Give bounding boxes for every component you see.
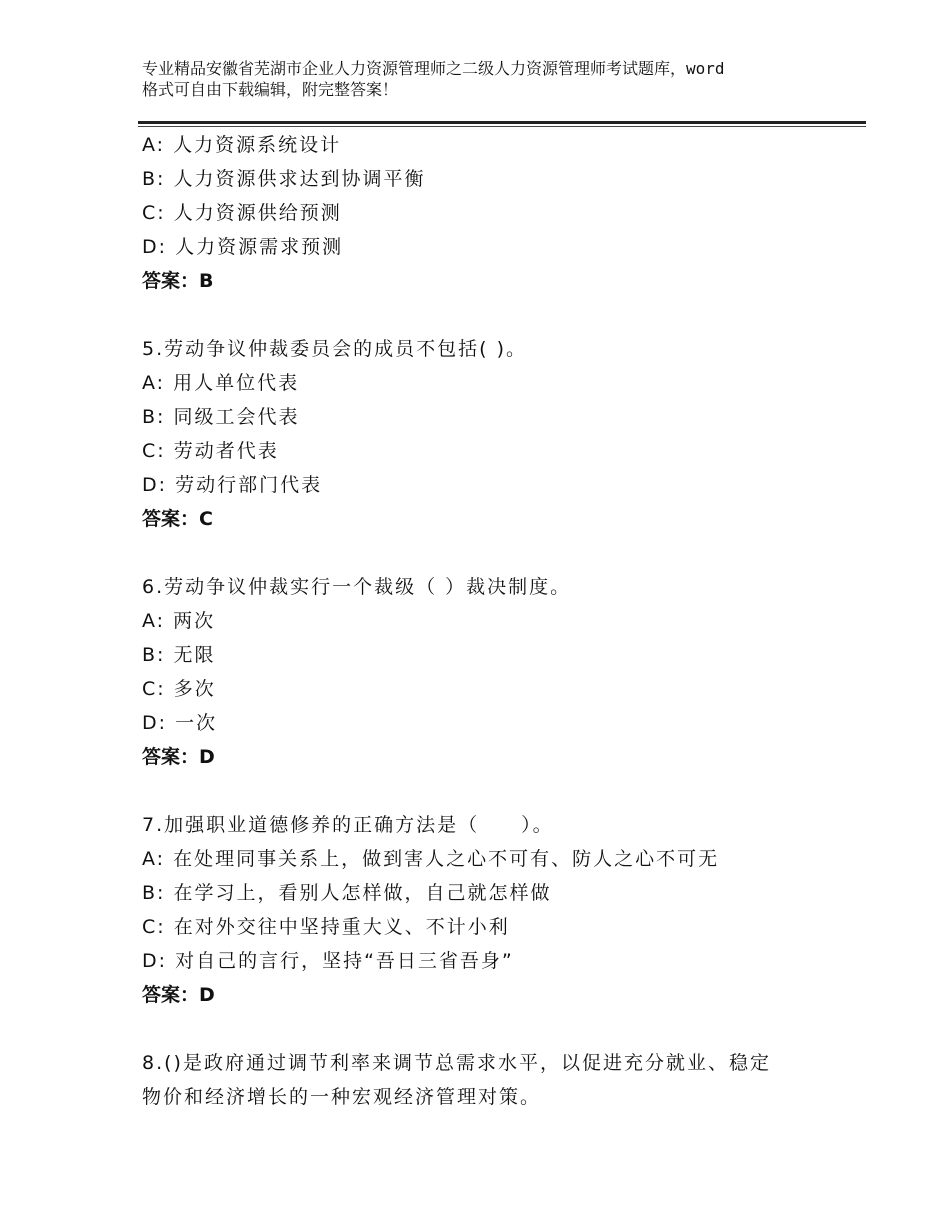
spacer <box>142 298 842 332</box>
option-a: A: 两次 <box>142 610 216 632</box>
question-8 <box>142 1046 842 1114</box>
question-6 <box>142 570 842 774</box>
option-d: D: 劳动行部门代表 <box>142 474 323 496</box>
question-stem-line-2: 物价和经济增长的一种宏观经济管理对策。 <box>142 1086 542 1108</box>
option-a: A: 用人单位代表 <box>142 372 300 394</box>
question-5 <box>142 332 842 536</box>
option-d: D: 一次 <box>142 712 218 734</box>
answer: 答案：C <box>142 508 213 530</box>
question-7 <box>142 808 842 1012</box>
answer: 答案：B <box>142 270 214 292</box>
spacer <box>142 536 842 570</box>
question-stem: 7.加强职业道德修养的正确方法是（ ）。 <box>142 814 554 836</box>
question-4 <box>142 128 842 298</box>
spacer <box>142 1012 842 1046</box>
document-header <box>142 58 842 100</box>
option-c: C: 劳动者代表 <box>142 440 279 462</box>
question-content <box>142 128 842 1114</box>
question-stem: 5.劳动争议仲裁委员会的成员不包括( )。 <box>142 338 527 360</box>
header-line-1: 专业精品安徽省芜湖市企业人力资源管理师之二级人力资源管理师考试题库，word <box>142 59 725 78</box>
answer: 答案：D <box>142 746 215 768</box>
option-d: D: 人力资源需求预测 <box>142 236 344 258</box>
option-b: B: 人力资源供求达到协调平衡 <box>142 168 426 190</box>
option-c: C: 多次 <box>142 678 216 700</box>
header-rule-thin <box>138 126 866 127</box>
option-b: B: 无限 <box>142 644 216 666</box>
option-b: B: 同级工会代表 <box>142 406 300 428</box>
spacer <box>142 774 842 808</box>
header-line-2: 格式可自由下载编辑，附完整答案！ <box>142 80 399 99</box>
option-a: A: 人力资源系统设计 <box>142 134 342 156</box>
option-b: B: 在学习上，看别人怎样做，自己就怎样做 <box>142 882 552 904</box>
header-rule-thick <box>138 121 866 124</box>
question-stem: 6.劳动争议仲裁实行一个裁级（ ）裁决制度。 <box>142 576 572 598</box>
question-stem-line-1: 8.()是政府通过调节利率来调节总需求水平，以促进充分就业、稳定 <box>142 1052 771 1074</box>
option-d: D: 对自己的言行，坚持“吾日三省吾身” <box>142 950 514 972</box>
answer: 答案：D <box>142 984 215 1006</box>
option-c: C: 人力资源供给预测 <box>142 202 342 224</box>
option-a: A: 在处理同事关系上，做到害人之心不可有、防人之心不可无 <box>142 848 720 870</box>
option-c: C: 在对外交往中坚持重大义、不计小利 <box>142 916 510 938</box>
